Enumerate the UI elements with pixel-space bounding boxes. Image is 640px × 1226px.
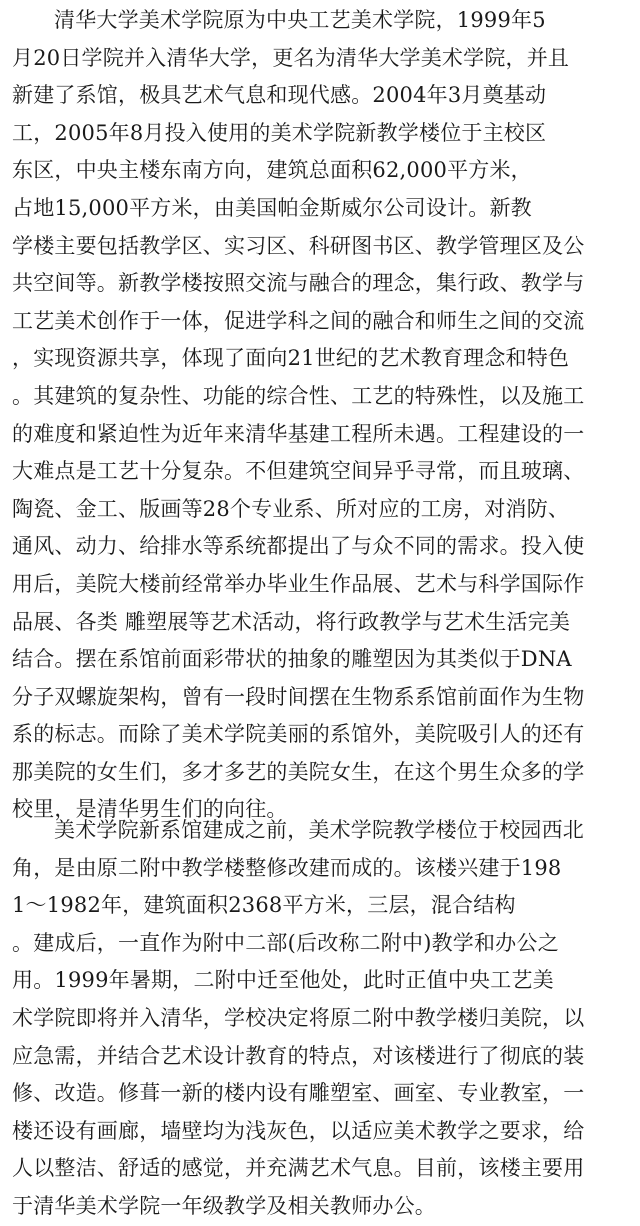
text-line: 人以整洁、舒适的感觉，并充满艺术气息。目前，该楼主要用 <box>12 1156 585 1181</box>
text-line: 校里，是清华男生们的向往。 <box>12 797 288 822</box>
text-line: 。其建筑的复杂性、功能的综合性、工艺的特殊性，以及施工 <box>12 383 585 408</box>
text-line: 。建成后，一直作为附中二部(后改称二附中)教学和办公之 <box>12 930 559 955</box>
text-line: 清华大学美术学院原为中央工艺美术学院，1999年5 <box>54 8 546 32</box>
text-line: 楼还设有画廊，墙壁均为浅灰色，以适应美术教学之要求，给 <box>12 1118 585 1143</box>
text-line: 新建了系馆，极具艺术气息和现代感。2004年3月奠基动 <box>12 83 547 108</box>
text-line: 系的标志。而除了美术学院美丽的系馆外，美院吸引人的还有 <box>12 722 585 747</box>
text-line: 术学院即将并入清华，学校决定将原二附中教学楼归美院，以 <box>12 1005 585 1030</box>
text-line: 美术学院新系馆建成之前，美术学院教学楼位于校园西北 <box>54 818 584 842</box>
text-line: 角，是由原二附中教学楼整修改建而成的。该楼兴建于198 <box>12 855 562 880</box>
text-line: 1～1982年，建筑面积2368平方米，三层，混合结构 <box>12 893 516 918</box>
text-line: 修、改造。修葺一新的楼内设有雕塑室、画室、专业教室，一 <box>12 1081 585 1106</box>
text-line: 于清华美术学院一年级教学及相关教师办公。 <box>12 1193 436 1218</box>
paragraph-2 <box>12 812 632 1226</box>
text-line: 应急需，并结合艺术设计教育的特点，对该楼进行了彻底的装 <box>12 1043 585 1068</box>
text-line: 的难度和紧迫性为近年来清华基建工程所未遇。工程建设的一 <box>12 421 585 446</box>
text-line: 陶瓷、金工、版画等28个专业系、所对应的工房，对消防、 <box>12 496 570 521</box>
text-line: 用。1999年暑期，二附中迁至他处，此时正值中央工艺美 <box>12 968 554 993</box>
text-line: 分子双螺旋架构，曾有一段时间摆在生物系系馆前面作为生物 <box>12 684 585 709</box>
text-line: 品展、各类 雕塑展等艺术活动，将行政教学与艺术生活完美 <box>12 609 571 634</box>
text-line: 工，2005年8月投入使用的美术学院新教学楼位于主校区 <box>12 120 547 145</box>
text-line: ，实现资源共享，体现了面向21世纪的艺术教育理念和特色 <box>12 346 570 371</box>
text-line: 大难点是工艺十分复杂。不但建筑空间异乎寻常，而且玻璃、 <box>12 459 585 484</box>
paragraph-1 <box>12 2 632 829</box>
text-line: 月20日学院并入清华大学，更名为清华大学美术学院，并且 <box>12 45 570 70</box>
text-line: 通风、动力、给排水等系统都提出了与众不同的需求。投入使 <box>12 534 585 559</box>
text-line: 共空间等。新教学楼按照交流与融合的理念，集行政、教学与 <box>12 271 585 296</box>
text-line: 占地15,000平方米，由美国帕金斯威尔公司设计。新教 <box>12 195 532 220</box>
text-line: 用后，美院大楼前经常举办毕业生作品展、艺术与科学国际作 <box>12 571 585 596</box>
text-line: 工艺美术创作于一体，促进学科之间的融合和师生之间的交流 <box>12 308 585 333</box>
text-line: 结合。摆在系馆前面彩带状的抽象的雕塑因为其类似于DNA <box>12 647 572 672</box>
text-line: 那美院的女生们，多才多艺的美院女生，在这个男生众多的学 <box>12 759 585 784</box>
text-line: 学楼主要包括教学区、实习区、科研图书区、教学管理区及公 <box>12 233 585 258</box>
text-line: 东区，中央主楼东南方向，建筑总面积62,000平方米， <box>12 158 532 183</box>
